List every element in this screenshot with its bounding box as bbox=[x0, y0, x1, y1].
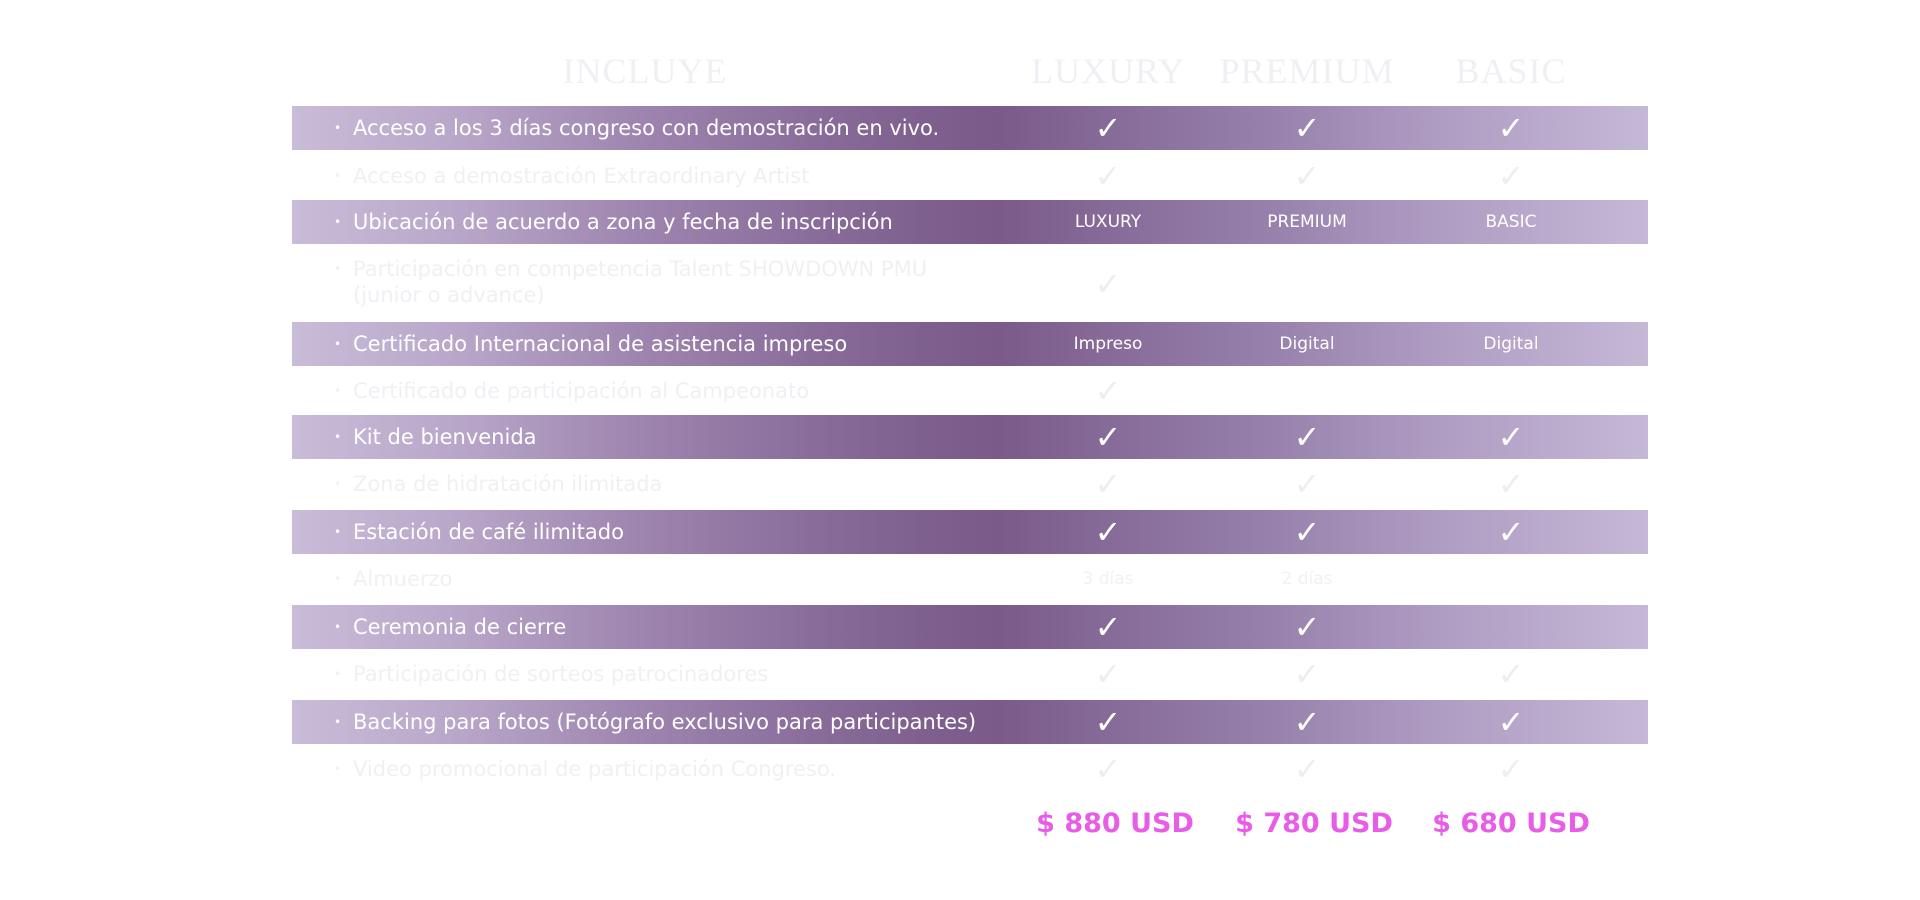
feature-label: Backing para fotos (Fotógrafo exclusivo para participantes) bbox=[353, 710, 977, 734]
check-icon-premium: ✓ bbox=[1293, 465, 1321, 503]
check-icon-premium: ✓ bbox=[1293, 157, 1321, 195]
header-luxury: LUXURY bbox=[1030, 51, 1186, 91]
bullet-icon: • bbox=[334, 477, 342, 491]
cell-luxury: 3 días bbox=[1082, 569, 1134, 589]
feature-label: Video promocional de participación Congreso. bbox=[353, 757, 837, 781]
check-icon-luxury: ✓ bbox=[1094, 418, 1122, 456]
bullet-icon: • bbox=[334, 121, 342, 135]
bullet-icon: • bbox=[334, 215, 342, 229]
check-icon-luxury: ✓ bbox=[1094, 513, 1122, 551]
header-includes: INCLUYE bbox=[562, 51, 728, 91]
check-icon-basic: ✓ bbox=[1497, 655, 1525, 693]
check-icon-premium: ✓ bbox=[1293, 608, 1321, 646]
prices-row bbox=[0, 808, 1920, 848]
check-icon-premium: ✓ bbox=[1293, 418, 1321, 456]
check-icon-luxury: ✓ bbox=[1094, 750, 1122, 788]
table-row bbox=[292, 155, 1648, 197]
bullet-icon: • bbox=[334, 337, 342, 351]
check-icon-basic: ✓ bbox=[1497, 703, 1525, 741]
feature-label: Participación en competencia Talent SHOWDOWN PMU (junior o advance) bbox=[353, 257, 928, 307]
feature-label: Kit de bienvenida bbox=[353, 425, 537, 449]
check-icon-luxury: ✓ bbox=[1094, 703, 1122, 741]
table-header bbox=[0, 50, 1920, 94]
feature-label: Acceso a demostración Extraordinary Artist bbox=[353, 164, 810, 188]
cell-premium: Digital bbox=[1279, 334, 1335, 354]
bullet-icon: • bbox=[334, 525, 342, 539]
check-icon-luxury: ✓ bbox=[1094, 465, 1122, 503]
feature-label: Certificado Internacional de asistencia impreso bbox=[353, 332, 848, 356]
table-row bbox=[292, 370, 1648, 412]
check-icon-luxury: ✓ bbox=[1094, 109, 1122, 147]
table-row bbox=[292, 605, 1648, 649]
check-icon-premium: ✓ bbox=[1293, 703, 1321, 741]
bullet-icon: • bbox=[334, 262, 342, 276]
table-row bbox=[292, 200, 1648, 244]
feature-label: Ceremonia de cierre bbox=[353, 615, 567, 639]
feature-label: Estación de café ilimitado bbox=[353, 520, 624, 544]
table-row bbox=[292, 415, 1648, 459]
cell-premium: 2 días bbox=[1281, 569, 1333, 589]
table-row bbox=[292, 106, 1648, 150]
bullet-icon: • bbox=[334, 667, 342, 681]
price-luxury: $ 880 USD bbox=[1036, 808, 1194, 839]
check-icon-luxury: ✓ bbox=[1094, 372, 1122, 410]
table-row bbox=[292, 700, 1648, 744]
check-icon-basic: ✓ bbox=[1497, 750, 1525, 788]
bullet-icon: • bbox=[334, 572, 342, 586]
price-basic: $ 680 USD bbox=[1432, 808, 1590, 839]
feature-label: Participación de sorteos patrocinadores bbox=[353, 662, 769, 686]
table-row bbox=[292, 322, 1648, 366]
header-basic: BASIC bbox=[1455, 51, 1567, 91]
feature-label: Zona de hidratación ilimitada bbox=[353, 472, 663, 496]
cell-luxury: Impreso bbox=[1073, 334, 1143, 354]
check-icon-premium: ✓ bbox=[1293, 109, 1321, 147]
feature-label: Acceso a los 3 días congreso con demostración en vivo. bbox=[353, 116, 940, 140]
cell-luxury: LUXURY bbox=[1074, 212, 1142, 232]
bullet-icon: • bbox=[334, 430, 342, 444]
check-icon-basic: ✓ bbox=[1497, 465, 1525, 503]
table-row bbox=[292, 463, 1648, 505]
table-row bbox=[292, 653, 1648, 695]
check-icon-basic: ✓ bbox=[1497, 513, 1525, 551]
check-icon-luxury: ✓ bbox=[1094, 655, 1122, 693]
check-icon-luxury: ✓ bbox=[1094, 157, 1122, 195]
feature-label: Ubicación de acuerdo a zona y fecha de inscripción bbox=[353, 210, 893, 234]
table-row bbox=[292, 510, 1648, 554]
cell-basic: BASIC bbox=[1485, 212, 1537, 232]
bullet-icon: • bbox=[334, 762, 342, 776]
cell-basic: Digital bbox=[1483, 334, 1539, 354]
table-row bbox=[292, 247, 1648, 320]
check-icon-luxury: ✓ bbox=[1094, 264, 1122, 303]
check-icon-premium: ✓ bbox=[1293, 655, 1321, 693]
bullet-icon: • bbox=[334, 715, 342, 729]
check-icon-luxury: ✓ bbox=[1094, 608, 1122, 646]
bullet-icon: • bbox=[334, 384, 342, 398]
bullet-icon: • bbox=[334, 620, 342, 634]
check-icon-basic: ✓ bbox=[1497, 418, 1525, 456]
feature-label: Almuerzo bbox=[353, 567, 453, 591]
check-icon-basic: ✓ bbox=[1497, 109, 1525, 147]
table-row bbox=[292, 748, 1648, 790]
check-icon-premium: ✓ bbox=[1293, 513, 1321, 551]
price-premium: $ 780 USD bbox=[1235, 808, 1393, 839]
check-icon-premium: ✓ bbox=[1293, 750, 1321, 788]
check-icon-basic: ✓ bbox=[1497, 157, 1525, 195]
bullet-icon: • bbox=[334, 169, 342, 183]
table-row bbox=[292, 558, 1648, 600]
cell-premium: PREMIUM bbox=[1267, 212, 1347, 232]
header-premium: PREMIUM bbox=[1219, 51, 1395, 91]
feature-label: Certificado de participación al Campeonato bbox=[353, 379, 810, 403]
